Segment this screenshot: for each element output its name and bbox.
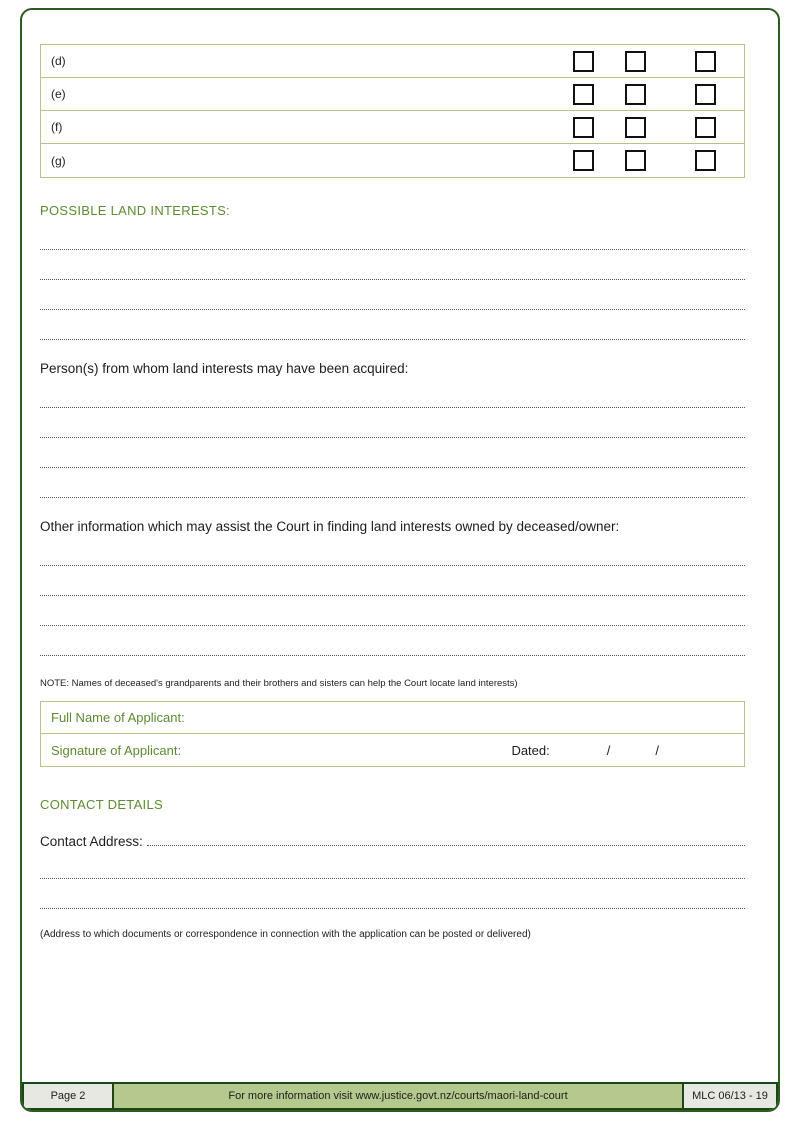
fill-in-line[interactable] — [40, 310, 745, 340]
fill-in-line[interactable] — [40, 280, 745, 310]
possible-land-interests-heading: POSSIBLE LAND INTERESTS: — [40, 203, 230, 218]
applicant-table — [40, 701, 745, 767]
checklist-row-label: (g) — [51, 153, 66, 168]
contact-address-caption: (Address to which documents or correspondence in connection with the application can be posted or delivered) — [40, 929, 531, 940]
fill-in-line[interactable] — [40, 596, 745, 626]
checklist-table — [40, 44, 745, 178]
form-code — [684, 1084, 776, 1108]
checkbox[interactable] — [625, 117, 646, 138]
page-number-label: Page 2 — [50, 1090, 86, 1102]
checklist-row — [41, 144, 744, 177]
fill-in-line[interactable] — [40, 250, 745, 280]
signature-label: Signature of Applicant: — [51, 742, 182, 758]
footer-info — [114, 1084, 682, 1108]
fill-in-line[interactable] — [147, 832, 745, 846]
checkbox[interactable] — [625, 150, 646, 171]
checkbox[interactable] — [573, 117, 594, 138]
form-code-text: MLC 06/13 - 19 — [692, 1090, 768, 1102]
checkbox-group — [573, 117, 744, 138]
fill-in-line[interactable] — [40, 626, 745, 656]
checkbox[interactable] — [573, 51, 594, 72]
fill-in-line[interactable] — [40, 408, 745, 438]
other-information-label: Other information which may assist the Court in finding land interests owned by deceased/owner: — [40, 519, 620, 534]
note-text: NOTE: Names of deceased's grandparents and their brothers and sisters can help the Court locate land interests) — [40, 678, 518, 689]
page-number — [24, 1084, 112, 1108]
checkbox[interactable] — [625, 84, 646, 105]
checkbox[interactable] — [625, 51, 646, 72]
form-page — [20, 8, 780, 1112]
land-interests-lines — [40, 220, 745, 340]
checklist-row-label: (e) — [51, 87, 66, 101]
checkbox[interactable] — [695, 51, 716, 72]
fill-in-line[interactable] — [40, 468, 745, 498]
checkbox[interactable] — [573, 84, 594, 105]
signature-row — [41, 734, 744, 766]
form-content — [22, 10, 778, 1082]
checklist-row-label: (d) — [51, 54, 66, 68]
footer-info-text: For more information visit www.justice.govt.nz/courts/maori-land-court — [228, 1090, 568, 1102]
checkbox-group — [573, 84, 744, 105]
contact-address-label: Contact Address: — [40, 834, 143, 849]
fill-in-line[interactable] — [40, 438, 745, 468]
fill-in-line[interactable] — [40, 849, 745, 879]
full-name-label: Full Name of Applicant: — [51, 710, 185, 725]
contact-address-row — [40, 832, 745, 849]
acquired-from-label: Person(s) from whom land interests may have been acquired: — [40, 361, 409, 376]
dated-label: Dated: — [511, 742, 550, 758]
full-name-row — [41, 702, 744, 734]
checklist-row — [41, 111, 744, 144]
checkbox[interactable] — [573, 150, 594, 171]
fill-in-line[interactable] — [40, 566, 745, 596]
fill-in-line[interactable] — [40, 536, 745, 566]
acquired-from-lines — [40, 378, 745, 498]
checkbox[interactable] — [695, 117, 716, 138]
checkbox[interactable] — [695, 84, 716, 105]
fill-in-line[interactable] — [40, 378, 745, 408]
contact-details-heading: CONTACT DETAILS — [40, 797, 163, 812]
fill-in-line[interactable] — [40, 220, 745, 250]
other-information-lines — [40, 536, 745, 656]
checkbox[interactable] — [695, 150, 716, 171]
checklist-row — [41, 45, 744, 78]
date-separator: / — [655, 742, 659, 758]
checklist-row — [41, 78, 744, 111]
fill-in-line[interactable] — [40, 879, 745, 909]
checklist-row-label: (f) — [51, 120, 63, 134]
footer-bar — [22, 1082, 778, 1110]
date-separator: / — [606, 742, 611, 758]
checkbox-group — [573, 150, 744, 171]
checkbox-group — [573, 51, 744, 72]
